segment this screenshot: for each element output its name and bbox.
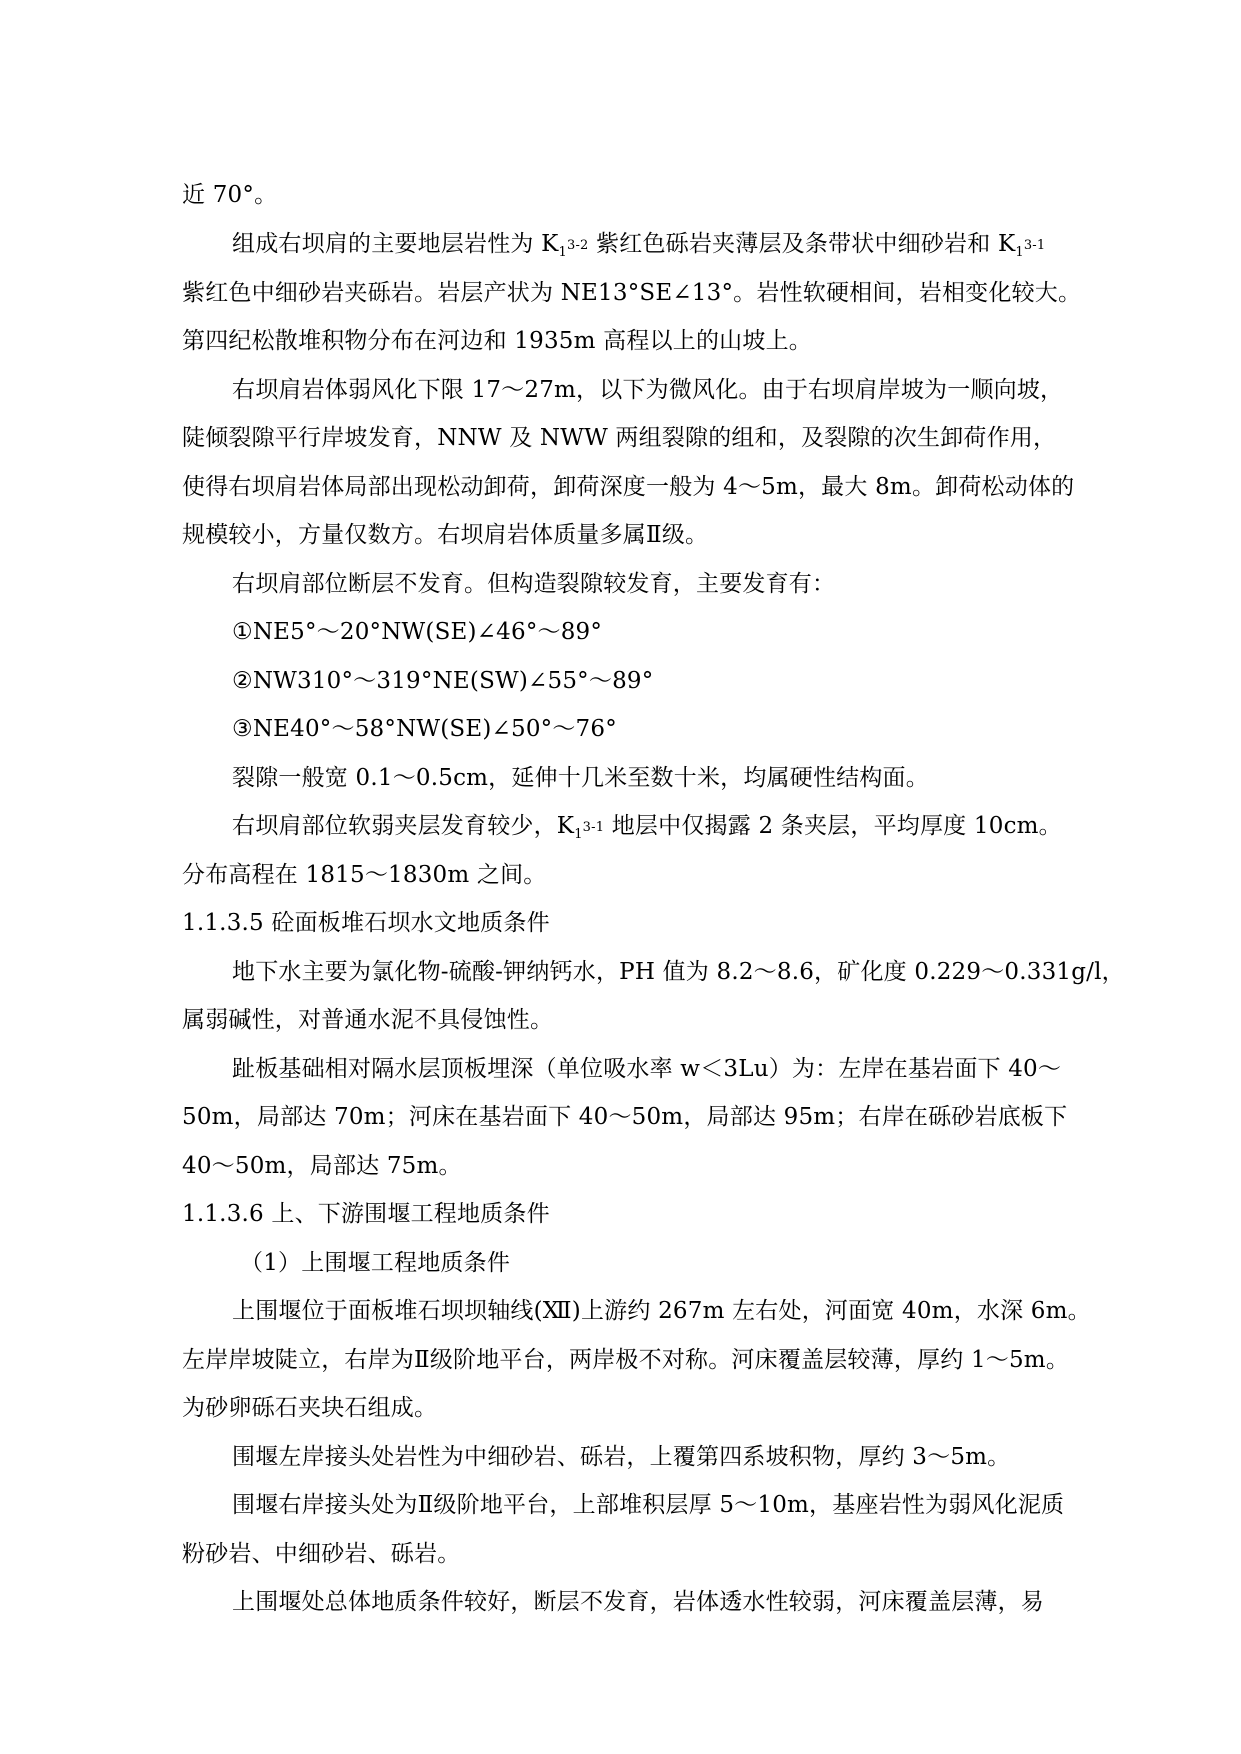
text-line: 第四纪松散堆积物分布在河边和 1935m 高程以上的山坡上。 [182, 328, 812, 354]
text-line: 陡倾裂隙平行岸坡发育，NNW 及 NWW 两组裂隙的组和，及裂隙的次生卸荷作用， [182, 425, 1057, 451]
subscript: 1 [558, 245, 567, 260]
section-heading: 1.1.3.6 上、下游围堰工程地质条件 [182, 1201, 550, 1227]
list-item: ①NE5°～20°NW(SE)∠46°～89° [232, 619, 603, 645]
text-line: 上围堰处总体地质条件较好，断层不发育，岩体透水性较弱，河床覆盖层薄，易 [232, 1589, 1044, 1615]
text-line [232, 811, 1062, 841]
list-item: ③NE40°～58°NW(SE)∠50°～76° [232, 716, 617, 742]
text-line: 分布高程在 1815～1830m 之间。 [182, 862, 547, 888]
section-heading: 1.1.3.5 砼面板堆石坝水文地质条件 [182, 910, 550, 936]
subscript: 1 [1015, 245, 1024, 260]
superscript: 3-1 [1023, 238, 1046, 253]
subscript: 1 [574, 827, 583, 842]
text-line: 近 70°。 [182, 182, 278, 208]
text-line: 右坝肩部位断层不发育。但构造裂隙较发育，主要发育有： [232, 571, 836, 597]
text-line: 围堰右岸接头处为Ⅱ级阶地平台，上部堆积层厚 5～10m，基座岩性为弱风化泥质 [232, 1492, 1065, 1518]
text-line: 粉砂岩、中细砂岩、砾岩。 [182, 1541, 461, 1567]
text-line: 紫红色中细砂岩夹砾岩。岩层产状为 NE13°SE∠13°。岩性软硬相间，岩相变化较大。 [182, 280, 1082, 306]
text-line: 40～50m，局部达 75m。 [182, 1153, 462, 1179]
text-line: 使得右坝肩岩体局部出现松动卸荷，卸荷深度一般为 4～5m，最大 8m。卸荷松动体的 [182, 474, 1075, 500]
text-line: 裂隙一般宽 0.1～0.5cm，延伸十几米至数十米，均属硬性结构面。 [232, 765, 929, 791]
text-line: 围堰左岸接头处岩性为中细砂岩、砾岩，上覆第四系坡积物，厚约 3～5m。 [232, 1444, 1011, 1470]
text-line: 上围堰位于面板堆石坝坝轴线(Ⅻ)上游约 267m 左右处，河面宽 40m，水深 6m。 [232, 1298, 1091, 1324]
superscript: 3-1 [582, 820, 605, 835]
text-line: 为砂卵砾石夹块石组成。 [182, 1395, 438, 1421]
text-run: 组成右坝肩的主要地层岩性为 K [232, 231, 559, 257]
text-run: 地层中仅揭露 2 条夹层，平均厚度 10cm。 [604, 813, 1062, 839]
superscript: 3-2 [566, 238, 589, 253]
text-line: 属弱碱性，对普通水泥不具侵蚀性。 [182, 1007, 554, 1033]
text-line: 左岸岸坡陡立，右岸为Ⅱ级阶地平台，两岸极不对称。河床覆盖层较薄，厚约 1～5m。 [182, 1347, 1070, 1373]
text-line: 地下水主要为氯化物-硫酸-钾纳钙水，PH 值为 8.2～8.6，矿化度 0.229～0.331g/l， [232, 959, 1125, 985]
text-run: 紫红色砾岩夹薄层及条带状中细砂岩和 K [588, 231, 1016, 257]
text-line: 趾板基础相对隔水层顶板埋深（单位吸水率 w＜3Lu）为：左岸在基岩面下 40～ [232, 1056, 1062, 1082]
text-line [232, 229, 1045, 259]
subsection-heading: （1）上围堰工程地质条件 [240, 1250, 511, 1276]
text-line: 50m，局部达 70m；河床在基岩面下 40～50m，局部达 95m；右岸在砾砂岩底板下 [182, 1104, 1068, 1130]
text-line: 规模较小，方量仅数方。右坝肩岩体质量多属Ⅱ级。 [182, 522, 709, 548]
text-run: 右坝肩部位软弱夹层发育较少，K [232, 813, 575, 839]
list-item: ②NW310°～319°NE(SW)∠55°～89° [232, 668, 654, 694]
text-line: 右坝肩岩体弱风化下限 17～27m，以下为微风化。由于右坝肩岸坡为一顺向坡， [232, 377, 1064, 403]
